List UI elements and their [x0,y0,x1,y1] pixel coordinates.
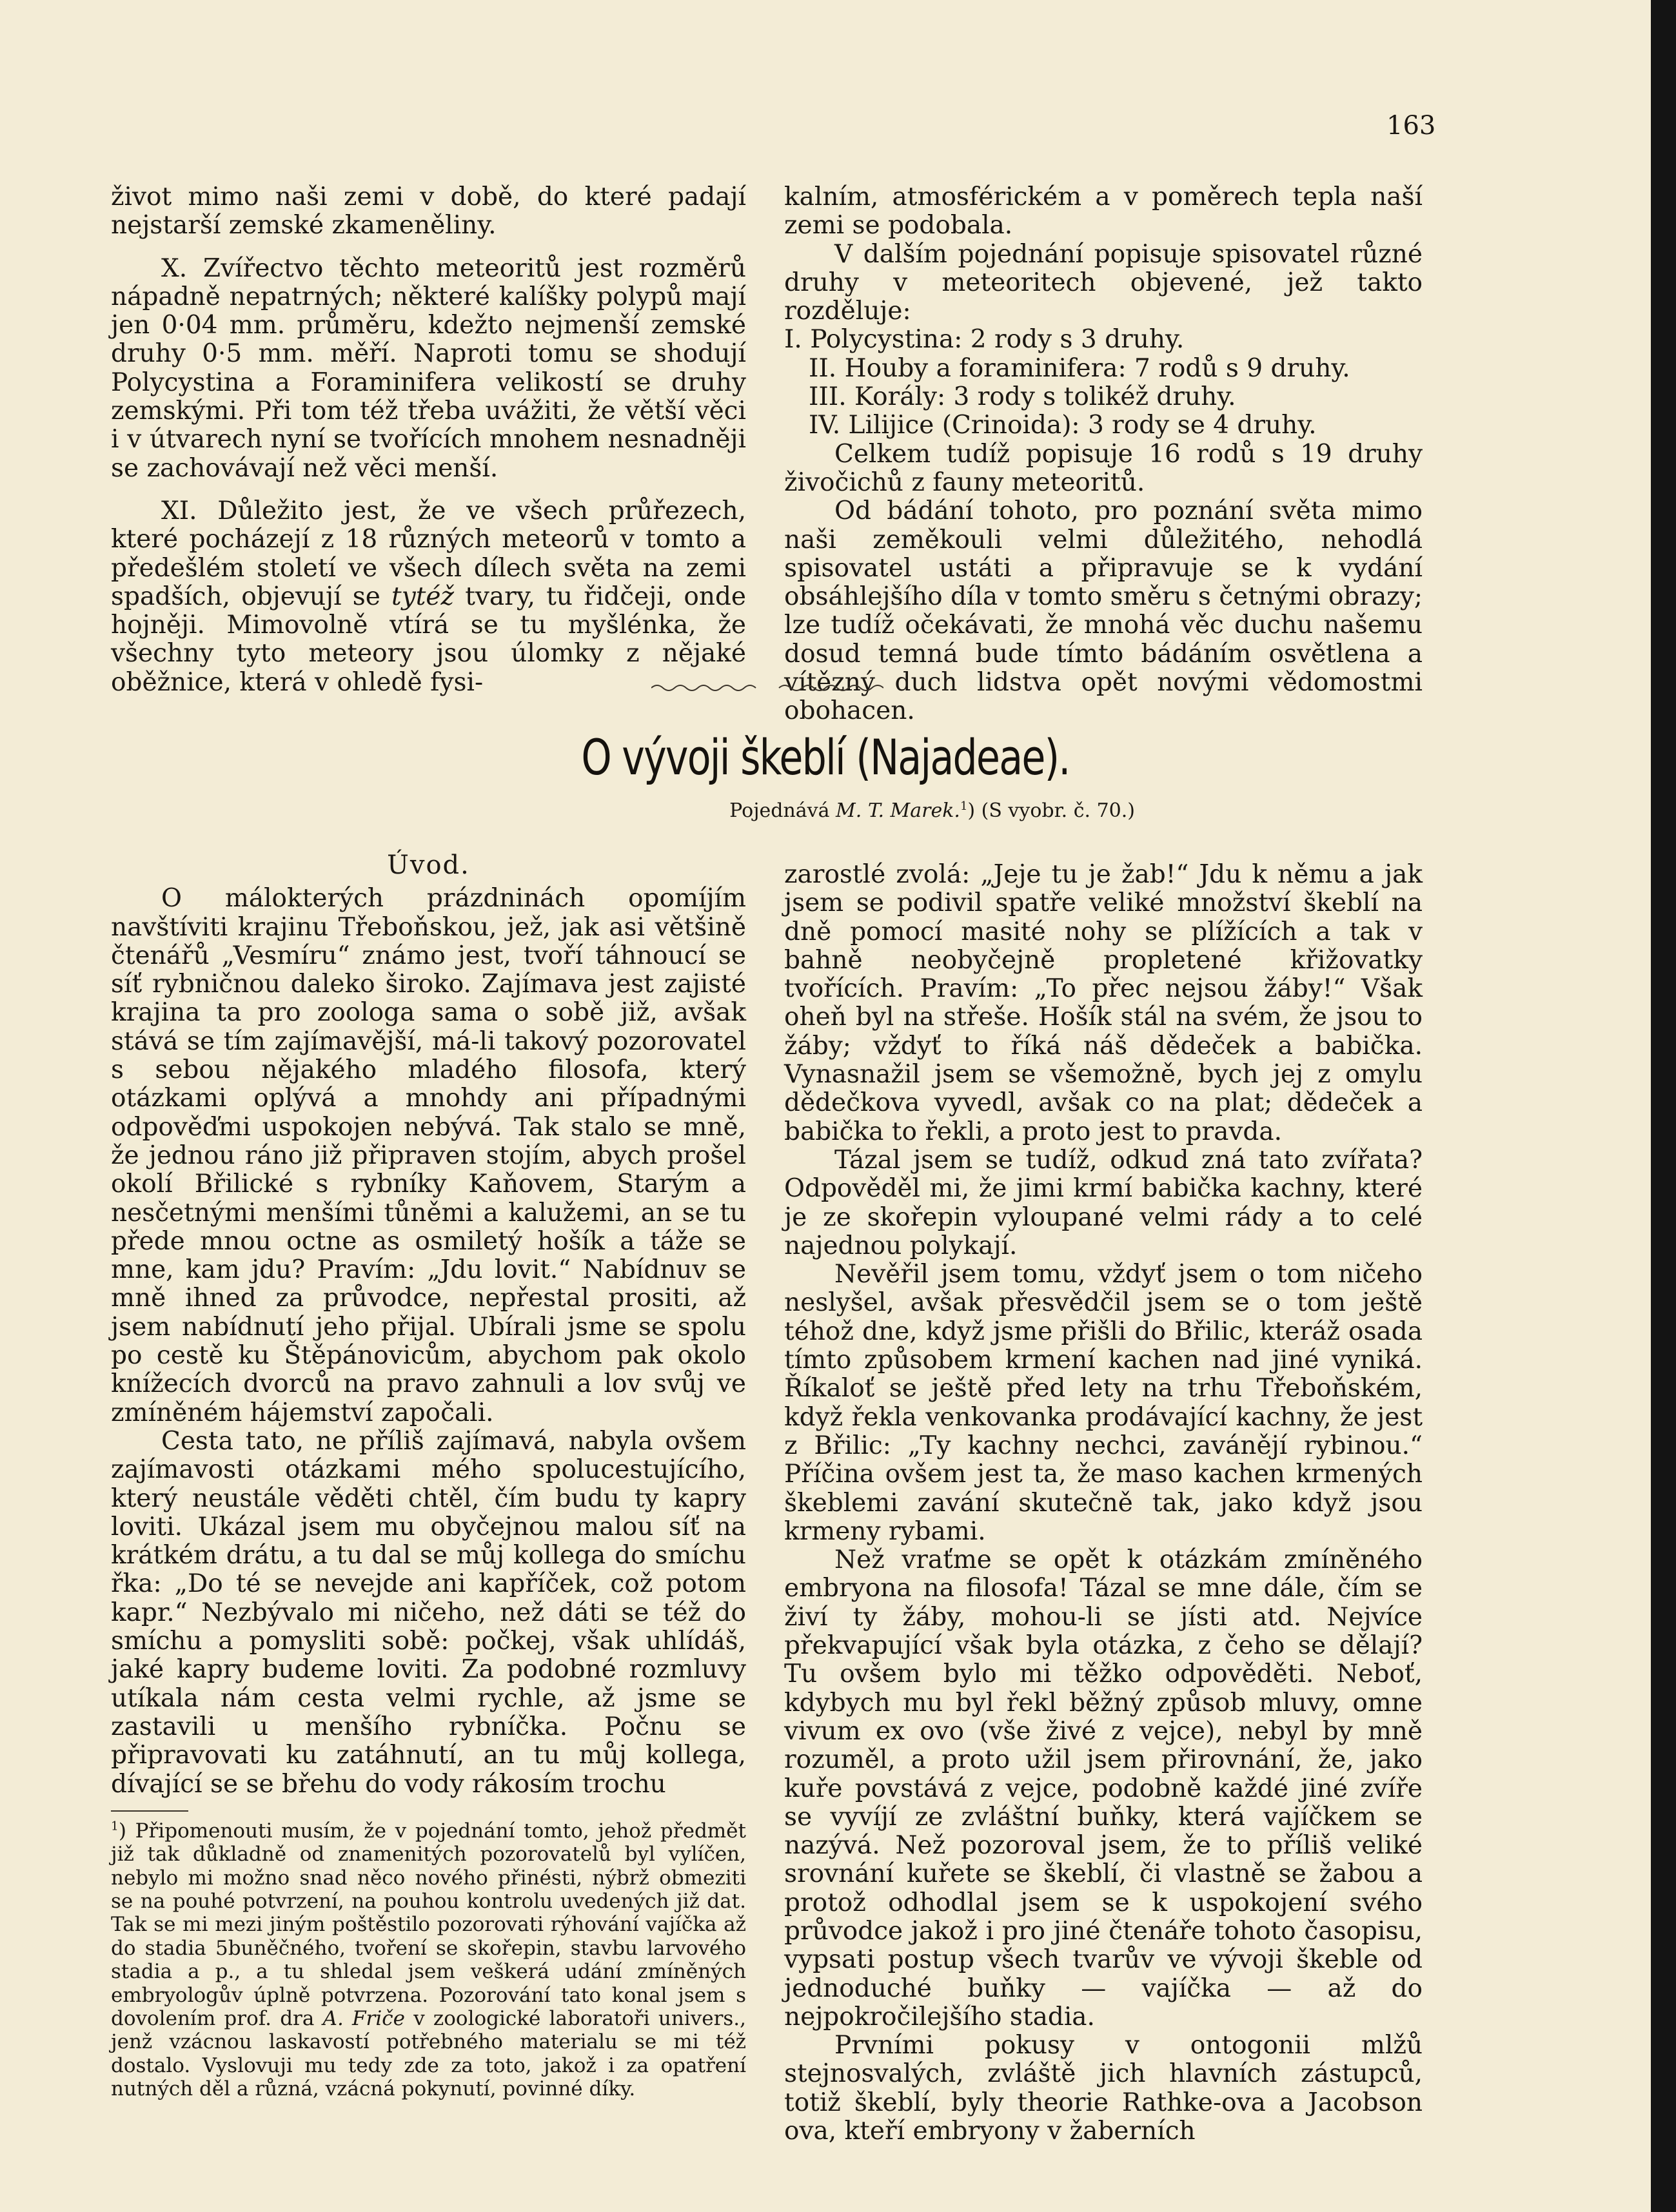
footnote-rule [111,1810,188,1812]
top-right-column [784,183,1423,726]
paragraph: kalním, atmosférickém a v poměrech tepla naší zemi se podobala. [784,182,1423,240]
footnote-name: A. Friče [322,2007,405,2031]
page-number: 163 [1386,111,1436,141]
paragraph: Nevěřil jsem tomu, vždyť jsem o tom ničeho neslyšel, avšak přesvědčil jsem se o tom ještě téhož dne, když jsme přišli do Břilic, kteráž osada tímto způsobem krmení kachen nad jiné vyniká. Říkaloť se ještě před lety na trhu Třeboňském, když řekla venkovanka prodávající kachny, že jest z Břilic: „Ty kachny nechci, zavánějí rybinou.“ Příčina ovšem jest ta, že maso kachen krmených škeblemi zavání skutečně tak, jako když jsou krmeny rybami. [784,1260,1423,1546]
list-item: II. Houby a foraminifera: 7 rodů s 9 druhy. [809,353,1350,383]
paragraph-text: tvary, tu řidčeji, onde hojněji. Mimovolně vtírá se tu myšlénka, že všechny tyto meteory jsou úlomky z nějaké oběžnice, která v ohledě fysi- [111,582,746,697]
paragraph-text: XI. Důležito jest, že ve všech průřezech, které pocházejí z 18 různých meteorů v tomto a předešlém století ve všech dílech světa na zemi spadších, objevují se [111,496,746,611]
paragraph: život mimo naši zemi v době, do které padají nejstarší zemské zkameněliny. [111,182,746,240]
paragraph: V dalším pojednání popisuje spisovatel různé druhy v meteoritech objevené, jež takto rozděluje: [784,239,1423,326]
paragraph: Než vraťme se opět k otázkám zmíněného embryona na filosofa! Tázal se mne dále, čím se živí ty žáby, mohou-li se jísti atd. Nejvíce překvapující však byla otázka, z čeho se dělají? Tu ovšem bylo mi těžko odpověděti. Neboť, kdybych mu byl řekl běžný způsob mluvy, omne vivum ex ovo (vše živé z vejce), nebyl by mně rozuměl, a proto užil jsem přirovnání, že, jako kuře povstává z vejce, podobně každé jiné zvíře se vyvíjí ze zvláštní buňky, která vajíčkem se nazývá. Než pozoroval jsem, že to příliš veliké srovnání kuřete se škeblí, či vlastně se žabou a protož odhodlal jsem se k uspokojení svého průvodce jakož i pro jiné čtenáře tohoto časopisu, vypsati postup všech tvarův ve vývoji škeble od jednoduché buňky — vajíčka — až do nejpokročilejšího stadia. [784,1545,1423,2031]
footnote-ref: 1 [960,799,968,813]
paragraph: Cesta tato, ne příliš zajímavá, nabyla ovšem zajímavosti otázkami mého spolucestujícího, který neustále věděti chtěl, čím budu ty kapry loviti. Ukázal jsem mu obyčejnou malou síť na krátkém drátu, a tu dal se můj kollega do smíchu řka: „Do té se nevejde ani kapříček, což potom kapr.“ Nezbývalo mi ničeho, než dáti se též do smíchu a pomysliti sobě: počkej, však uhlídáš, jaké kapry budeme loviti. Za podobné rozmluvy utíkala nám cesta velmi rychle, až jsme se zastavili u menšího rybníčka. Počnu se připravovati ku zatáhnutí, an tu můj kollega, dívající se se břehu do vody rákosím trochu [111,1426,746,1799]
scan-edge [1651,0,1676,2212]
top-left-column [111,183,746,697]
paragraph: Celkem tudíž popisuje 16 rodů s 19 druhy živočichů z fauny meteoritů. [784,439,1423,497]
paragraph: Tázal jsem se tudíž, odkud zná tato zvířata? Odpověděl mi, že jimi krmí babička kachny, které je ze skořepin vyloupané velmi rády a to celé najednou polykají. [784,1145,1423,1260]
list-item: I. Polycystina: 2 rody s 3 druhy. [784,325,1185,355]
byline [555,799,1135,822]
section-title: Úvod. [387,850,470,880]
bottom-left-column [111,851,746,2101]
emphasis-text: tytéž [391,582,455,611]
list-item: III. Korály: 3 rody s tolikéž druhy. [809,382,1236,412]
article-title: O vývoji škeblí (Najadeae). [581,729,1070,786]
paragraph: Od bádání tohoto, pro poznání světa mimo naši zeměkouli velmi důležitého, nehodlá spisovatel ustáti a připravuje se k vydání obsáhlejšího díla v tomto směru s četnými obrazy; lze tudíž očekávati, že mnohá věc duchu našemu dosud temná bude tímto bádáním osvětlena a vítězný duch lidstva opět novými vědomostmi obohacen. [784,496,1423,726]
footnote-text: v zoologické laboratoři univers., jenž vzácnou laskavostí potřebného materialu se mi též dostalo. Vyslovuji mu tedy zde za toto, jakož i za opatření nutných děl a různá, vzácná pokynutí, povinné díky. [111,2007,747,2101]
section-divider [651,680,883,696]
paragraph: X. Zvířectvo těchto meteoritů jest rozměrů nápadně nepatrných; některé kalíšky polypů mají jen 0·04 mm. průměru, kdežto nejmenší zemské druhy 0·5 mm. měří. Naproti tomu se shodují Polycystina a Foraminifera velikostí se druhy zemskými. Při tom též třeba uvážiti, že větší věci i v útvarech nyní se tvořících mnohem nesnadněji se zachovávají než věci menší. [111,253,746,483]
footnote-text: ) Připomenouti musím, že v pojednání tomto, jehož předmět již tak důkladně od znamenitých pozorovatelů byl vylíčen, nebylo mi možno snad něco nového přinésti, nýbrž obmeziti se na pouhé potvrzení, na pouhou kontrolu uvedených již dat. Tak se mi mezi jiným poštěstilo pozorovati rýhování vajíčka až do stadia 5buněčného, tvoření se skořepin, stavbu larvového stadia a p., a tu shledal jsem veškerá udání zmíněných embryologův úplně potvrzena. Pozorování tato konal jsem s dovolením prof. dra [111,1819,746,2031]
author-name: M. T. Marek. [836,799,960,822]
paragraph: Prvními pokusy v ontogonii mlžů stejnosvalých, zvláště jich hlavních zástupců, totiž škeblí, byly theorie Rathke-ova a Jacobson ova, kteří embryony v žaberních [784,2031,1423,2146]
paragraph: O málokterých prázdninách opomíjím navštíviti krajinu Třeboňskou, jež, jak asi většině čtenářů „Vesmíru“ známo jest, tvoří táhnoucí se síť rybničnou daleko široko. Zajímava jest zajisté krajina ta pro zoologa sama o sobě již, avšak stává se tím zajímavější, má-li takový pozorovatel s sebou nějakého mladého filosofa, který otázkami oplývá a mnohdy ani případnými odpověďmi uspokojen nebývá. Tak stalo se mně, že jednou ráno již připraven stojím, abych prošel okolí Břilické s rybníky Kaňovem, Starým a nesčetnými menšími tůněmi a kalužemi, an se tu přede mnou octne as osmiletý hošík a táže se mne, kam jdu? Pravím: „Jdu lovit.“ Nabídnuv se mně ihned za průvodce, nepřestal prositi, až jsem nabídnutí jeho přijal. Ubírali jsme se spolu po cestě ku Štěpánovicům, abychom pak okolo knížecích dvorců na pravo zahnuli a lov svůj ve zmíněném hájemství započali. [111,884,746,1427]
byline-prefix: Pojednává [729,799,830,822]
byline-suffix: ) (S vyobr. č. 70.) [967,799,1135,822]
paragraph: zarostlé zvolá: „Jeje tu je žab!“ Jdu k němu a jak jsem se podivil spatře veliké množství škeblí na dně pomocí masité nohy se plížících a tak v bahně neobyčejně propletené křižovatky tvořících. Pravím: „To přec nejsou žáby!“ Však oheň byl na střeše. Hošík stál na svém, že jsou to žáby; vždyť to říká náš dědeček a babička. Vynasnažil jsem se všemožně, bych jej z omylu dědečkova vyvedl, avšak co na plat; dědeček a babička to řekli, a proto jest to pravda. [784,860,1423,1146]
paragraph [111,497,746,697]
footnote-mark: 1 [111,1819,119,1834]
list-item: IV. Lilijice (Crinoida): 3 rody se 4 druhy. [809,411,1317,440]
footnote [111,1819,746,2101]
bottom-right-column [784,861,1423,2146]
